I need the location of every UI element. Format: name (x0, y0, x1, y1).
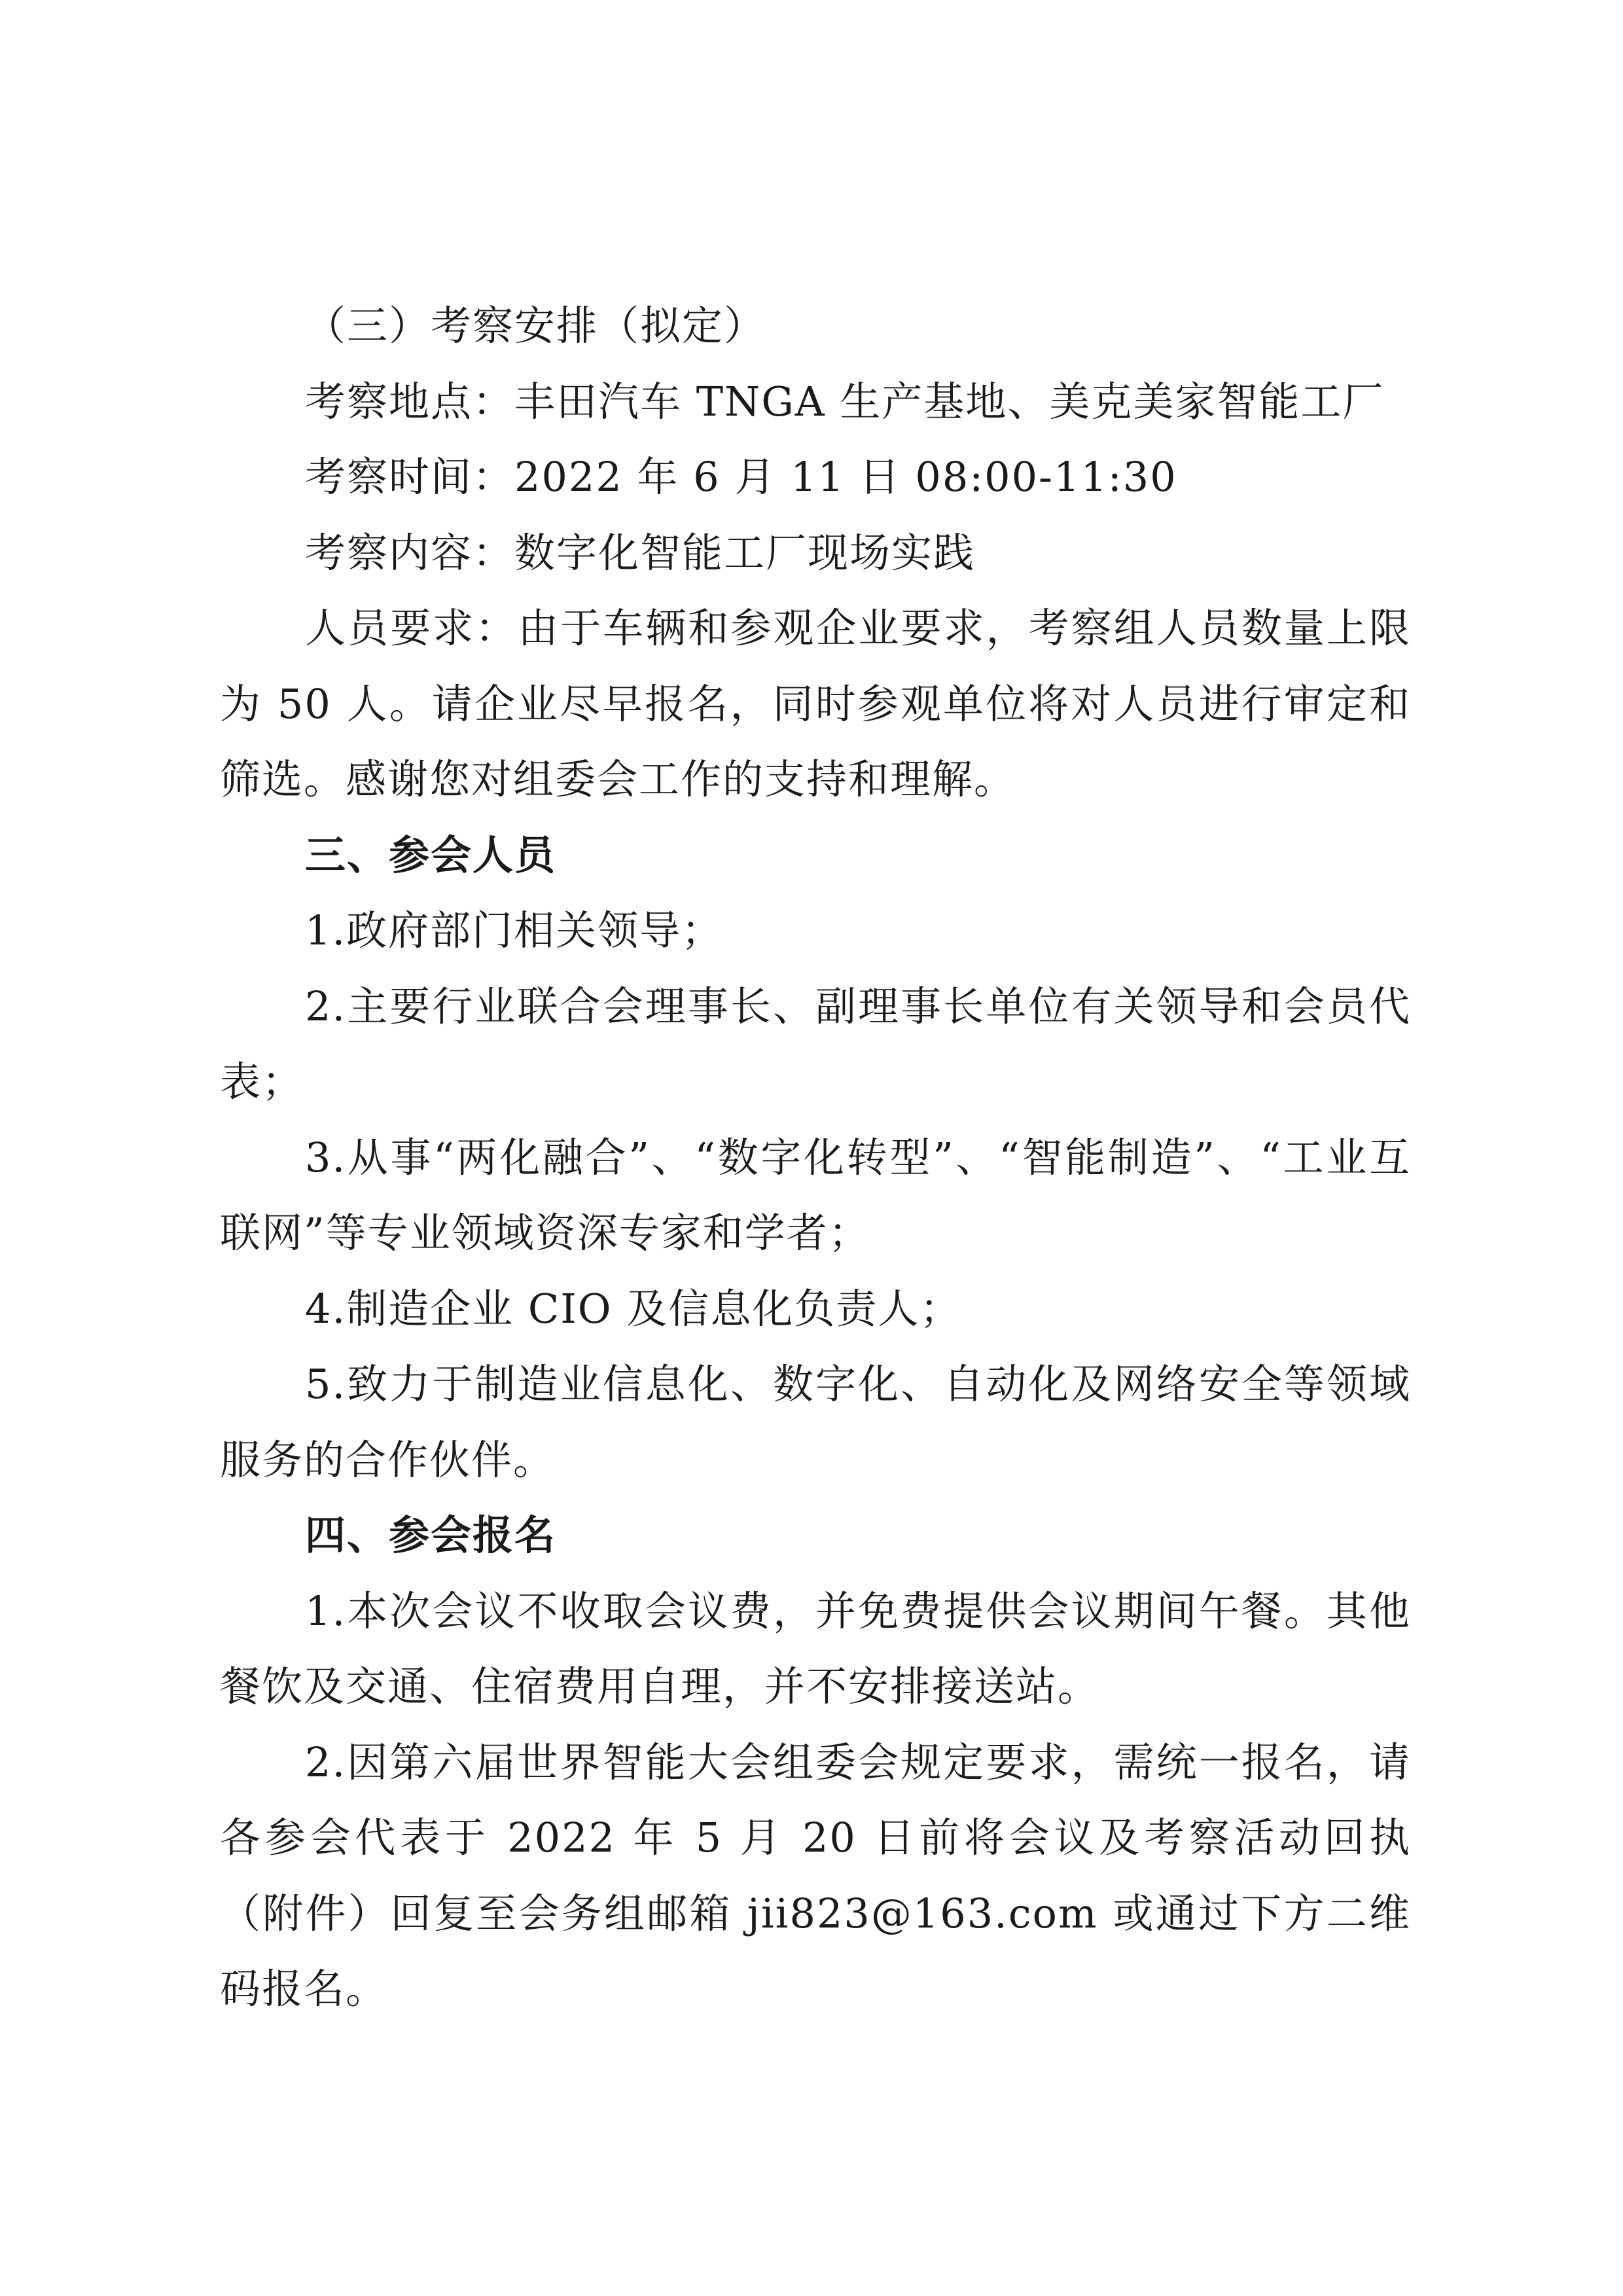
registration-item: 1.本次会议不收取会议费，并免费提供会议期间午餐。其他餐饮及交通、住宿费用自理，并不安排接送站。 (220, 1587, 1411, 1710)
inspection-content: 考察内容：数字化智能工厂现场实践 (305, 528, 976, 577)
section-three-title: 三、参会人员 (305, 831, 557, 879)
attendee-item: 3.从事“两化融合”、“数字化转型”、“智能制造”、“工业互联网”等专业领域资深专家和学者； (220, 1133, 1411, 1257)
inspection-location: 考察地点：丰田汽车 TNGA 生产基地、美克美家智能工厂 (305, 377, 1385, 425)
registration-item: 2.因第六届世界智能大会组委会规定要求，需统一报名，请各参会代表于 2022 年 5 月 20 日前将会议及考察活动回执（附件）回复至会务组邮箱 jii823@163.com 或通过下方二维码报名。 (220, 1738, 1411, 2013)
attendee-item: 4.制造企业 CIO 及信息化负责人； (305, 1284, 962, 1333)
personnel-requirement-paragraph: 人员要求：由于车辆和参观企业要求，考察组人员数量上限为 50 人。请企业尽早报名，同时参观单位将对人员进行审定和筛选。感谢您对组委会工作的支持和理解。 (220, 604, 1411, 803)
document-body (220, 288, 1411, 2027)
attendee-item: 1.政府部门相关领导； (305, 906, 724, 954)
attendee-item: 5.致力于制造业信息化、数字化、自动化及网络安全等领域服务的合作伙伴。 (220, 1360, 1411, 1484)
inspection-time: 考察时间：2022 年 6 月 11 日 08:00-11:30 (305, 453, 1177, 501)
attendee-item: 2.主要行业联合会理事长、副理事长单位有关领导和会员代表； (220, 982, 1411, 1105)
sub-heading-inspection-arrangement: （三）考察安排（拟定） (305, 302, 766, 350)
section-four-title: 四、参会报名 (305, 1511, 557, 1559)
